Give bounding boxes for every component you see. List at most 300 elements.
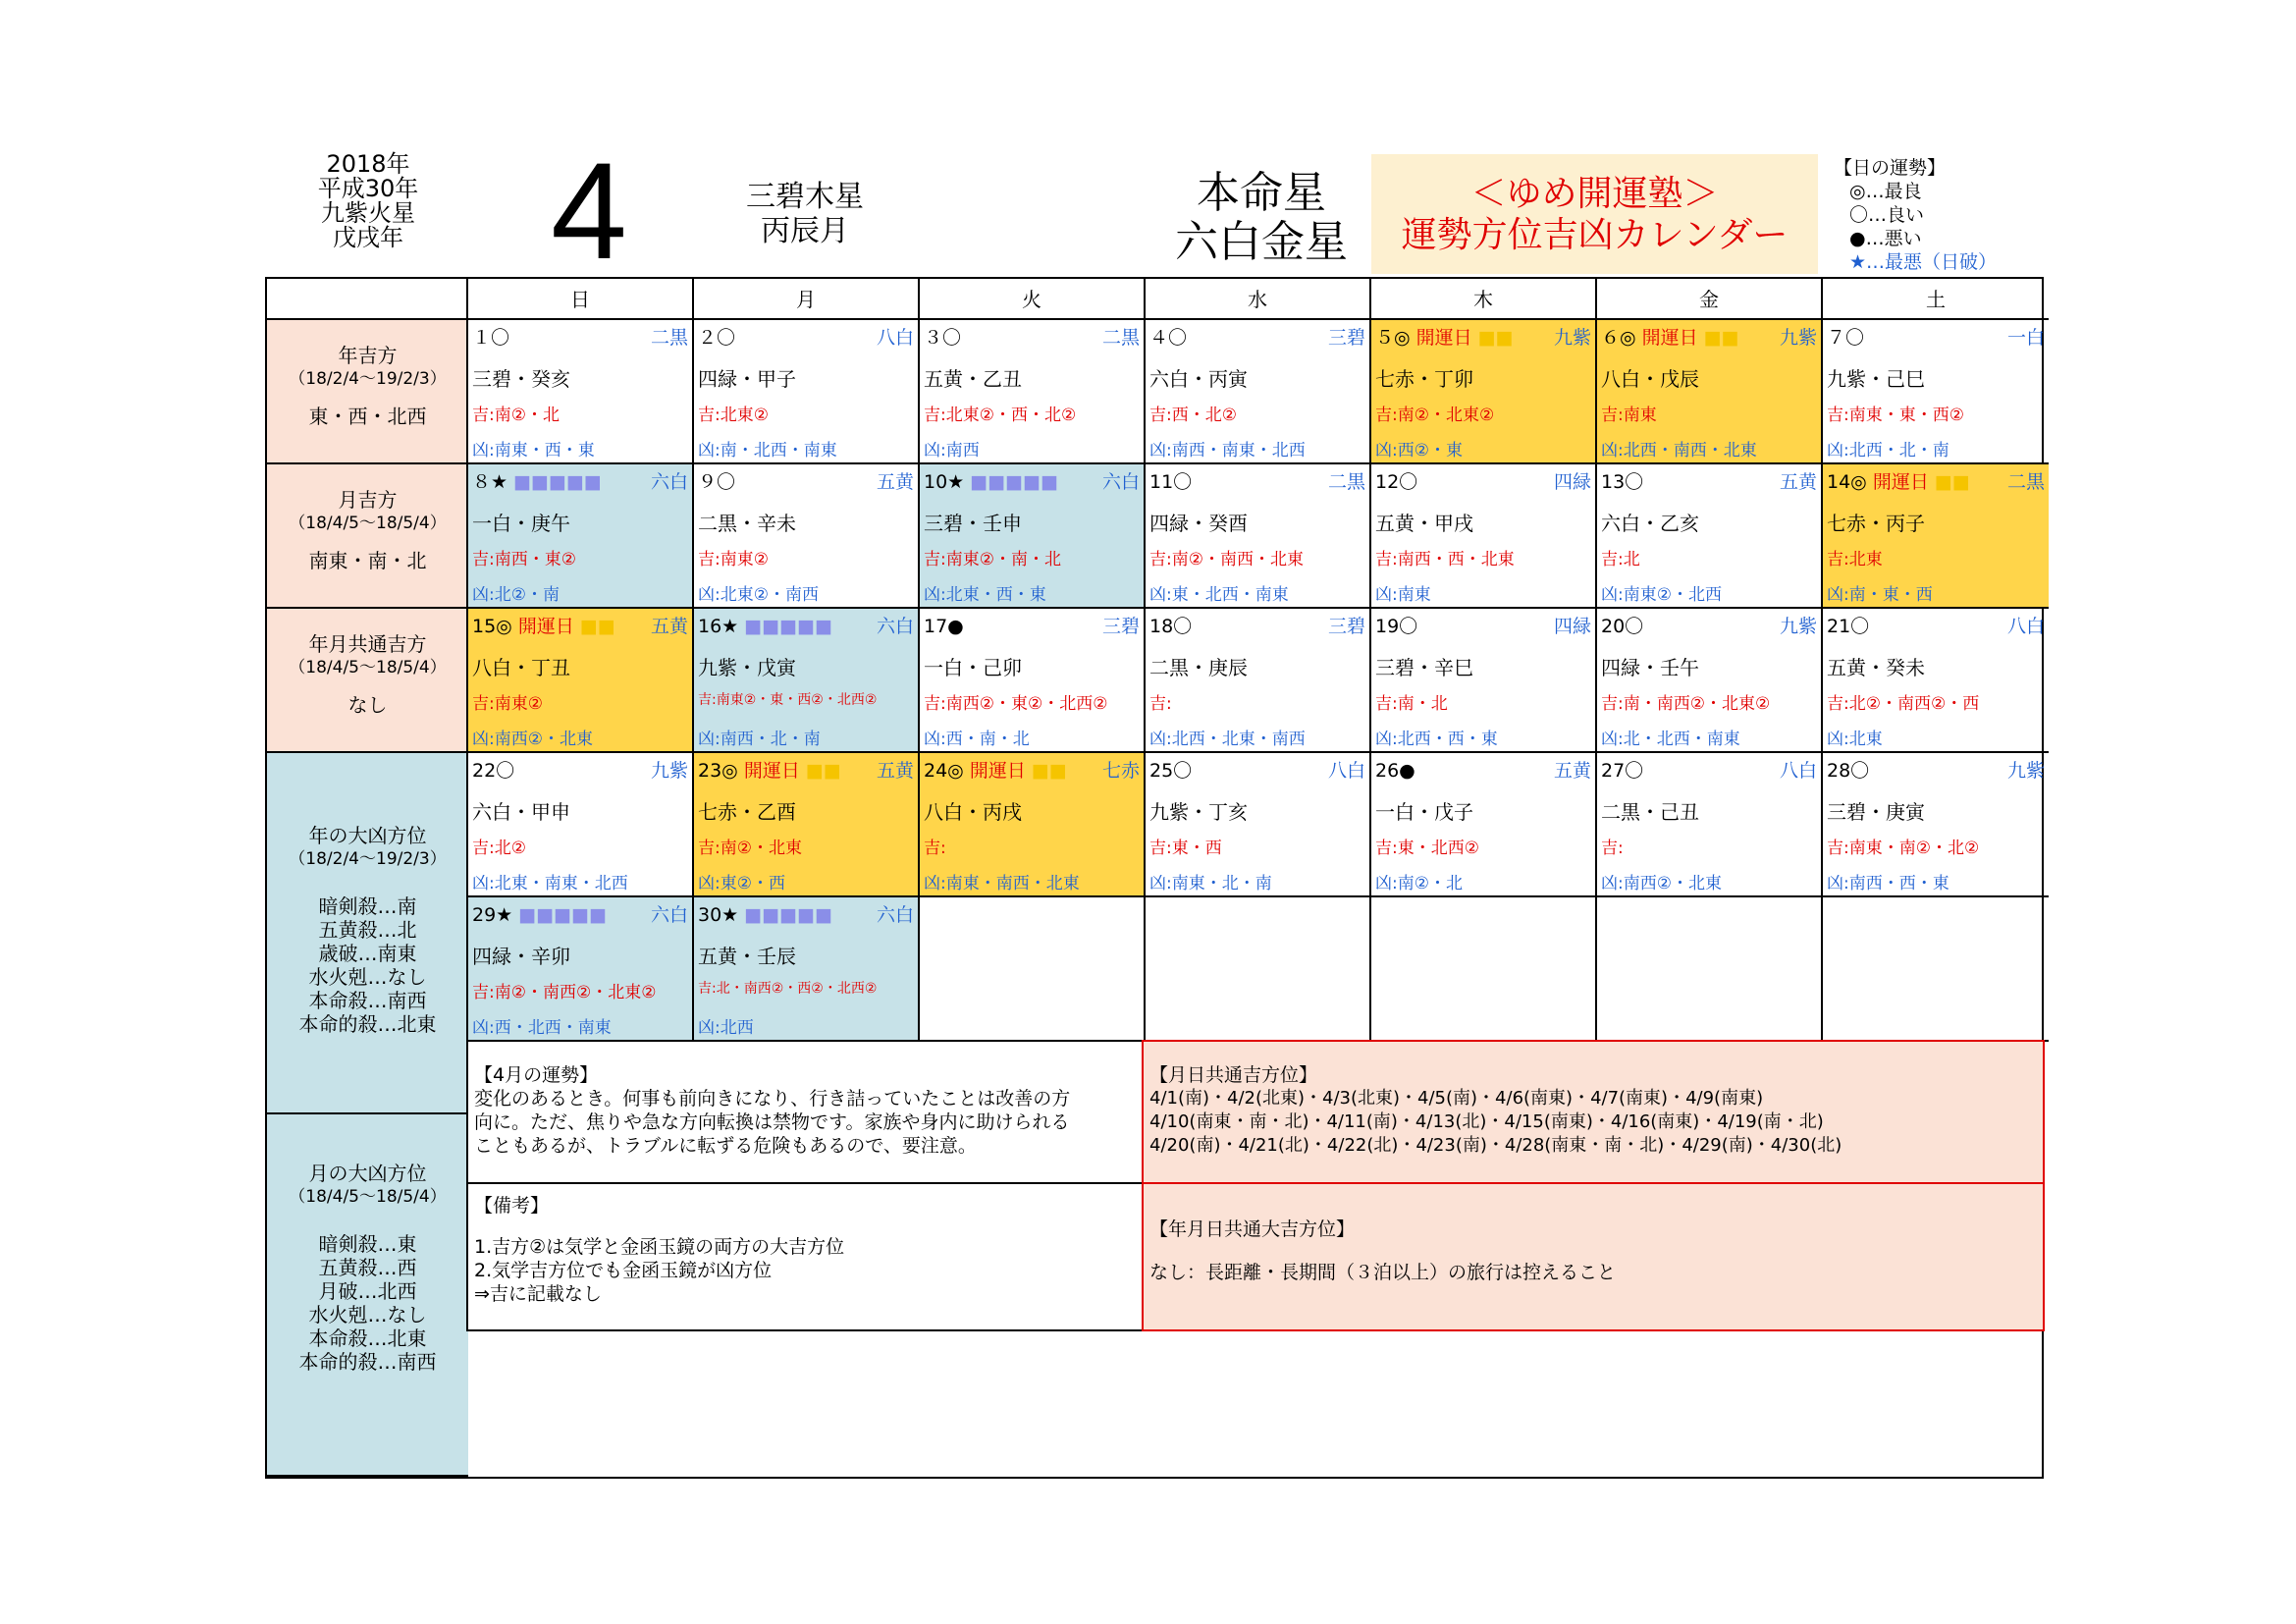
sidebar-line: 月破…北西 [318,1279,417,1303]
day-cell [918,320,1144,464]
sidebar-section [267,753,468,1114]
fortune-box [466,1040,1144,1184]
day-number [1375,615,1417,638]
day-star: 六白 [650,904,688,926]
day-number [472,470,602,494]
day-number [698,470,735,494]
sidebar-line: 本命的殺…南西 [298,1350,437,1374]
common-ymd-body: なし：長距離・長期間（３泊以上）の旅行は控えること [1149,1262,1617,1283]
day-kanshi: 七赤・乙酉 [698,800,796,824]
day-star: 二黒 [2006,471,2045,493]
day-header [1601,470,1817,494]
worst-squares: ■■■■■ [970,471,1059,493]
sidebar-title: 年吉方 [338,344,398,367]
day-header [924,759,1140,783]
day-kanshi: 一白・己卯 [924,656,1022,679]
lucky-day-label: 開運日 [517,616,574,637]
bad-directions: 凶:南②・北 [1375,874,1463,893]
day-cell [1821,753,2049,897]
good-directions: 吉:東・西 [1149,839,1222,858]
worst-squares: ■■■■■ [513,471,602,493]
notes-line: ⇒吉に記載なし [474,1283,602,1305]
empty-day-cell [918,897,1144,1042]
day-mark: 30★ [698,904,739,926]
weekday-header: 日 [466,279,692,320]
notes-line: 2.気学吉方位でも金函玉鏡が凶方位 [474,1260,773,1281]
worst-squares: ■■■■■ [518,904,608,926]
day-number [1601,615,1643,638]
day-kanshi: 八白・戊辰 [1601,367,1699,391]
day-cell [1595,753,1821,897]
day-kanshi: 三碧・辛巳 [1375,656,1473,679]
good-directions: 吉:南東・東・西② [1827,406,1964,425]
day-cell [466,897,692,1042]
honmei-line: 六白金星 [1175,217,1348,267]
sidebar-range: （18/4/5～18/5/4） [289,658,447,677]
day-kanshi: 一白・戊子 [1375,800,1473,824]
good-directions: 吉:南東②・東・西②・北西② [698,692,878,708]
good-directions: 吉:南②・北 [472,406,560,425]
day-star: 九紫 [1779,616,1817,637]
day-number [924,615,964,638]
day-kanshi: 九紫・己巳 [1827,367,1925,391]
good-directions: 吉:南西・西・北東 [1375,550,1515,569]
day-kanshi: 三碧・庚寅 [1827,800,1925,824]
sidebar-title: 年の大凶方位 [308,824,427,847]
bad-directions: 凶:南東②・北西 [1601,585,1722,605]
day-mark: 14◎ [1827,471,1867,493]
day-number [924,326,961,350]
day-number [1149,470,1192,494]
good-directions: 吉:南東②・南・北 [924,550,1061,569]
day-star: 一白 [2006,327,2045,349]
good-directions: 吉:南②・北東 [698,839,802,858]
day-mark: ６◎ [1601,327,1636,349]
bad-directions: 凶:北東・西・東 [924,585,1046,605]
day-mark: 18〇 [1149,616,1193,637]
bad-directions: 凶:北西 [698,1018,754,1038]
bad-directions: 凶:西・北西・南東 [472,1018,612,1038]
good-directions: 吉:北東 [1827,550,1883,569]
day-kanshi: 七赤・丙子 [1827,512,1925,535]
fortune-line: 変化のあるとき。何事も前向きになり、行き詰っていたことは改善の方 [474,1088,1071,1110]
good-directions: 吉:北・南西②・西②・北西② [698,981,878,997]
good-directions: 吉:北東②・西・北② [924,406,1077,425]
fortune-title: 【4月の運勢】 [474,1064,599,1086]
sidebar-lines [267,894,468,1036]
day-cell [692,320,918,464]
day-header [1375,326,1591,350]
day-header [1375,470,1591,494]
sidebar-line: 五黄殺…北 [318,918,417,942]
day-mark: 12〇 [1375,471,1418,493]
empty-day-cell [1369,897,1595,1042]
weekday-header: 火 [918,279,1144,320]
day-cell [918,753,1144,897]
good-directions: 吉:北②・南西②・西 [1827,694,1980,714]
day-star: 六白 [876,616,914,637]
worst-squares: ■■■■■ [744,904,833,926]
day-cell [1821,320,2049,464]
bad-directions: 凶:北東・南東・北西 [472,874,628,893]
legend-item-worst: ★…最悪（日破） [1849,251,1998,273]
day-cell [466,320,692,464]
honmei-line: 本命星 [1197,168,1326,218]
day-header [924,326,1140,350]
day-kanshi: 四緑・壬午 [1601,656,1699,679]
bad-directions: 凶:西②・東 [1375,441,1463,460]
lucky-day-label: 開運日 [743,760,800,782]
day-cell [466,464,692,609]
sidebar-range: （18/4/5～18/5/4） [289,1187,447,1207]
year-line: 九紫火星 [321,199,415,227]
day-cell [1821,609,2049,753]
sidebar-body: 東・西・北西 [308,405,427,428]
day-kanshi: 五黄・壬辰 [698,945,796,968]
day-number [1149,326,1187,350]
day-number [1827,470,1970,494]
day-mark: 19〇 [1375,616,1418,637]
sidebar-title: 年月共通吉方 [308,632,427,656]
good-directions: 吉:南東 [1601,406,1657,425]
day-mark: ８★ [472,471,508,493]
day-cell [692,753,918,897]
day-header [1827,470,2045,494]
day-header [1149,759,1365,783]
day-header [1149,615,1365,638]
sidebar-line: 水火剋…なし [308,965,427,989]
lucky-squares: ■■ [1477,327,1514,349]
empty-day-cell [1144,897,1369,1042]
day-header [698,326,914,350]
day-kanshi: 一白・庚午 [472,512,570,535]
sidebar-line: 水火剋…なし [308,1303,427,1326]
day-mark: 29★ [472,904,513,926]
day-mark: 24◎ [924,760,964,782]
month-number: 4 [551,134,627,288]
day-header [1375,615,1591,638]
good-directions: 吉:南東② [698,550,769,569]
bad-directions: 凶:南西・南東・北西 [1149,441,1306,460]
day-star: 二黒 [1327,471,1365,493]
day-number [698,903,832,927]
common-line: 4/1(南)・4/2(北東)・4/3(北東)・4/5(南)・4/6(南東)・4/7(南東)・4/9(南東) [1149,1088,1764,1109]
lucky-day-label: 開運日 [1872,471,1929,493]
day-number [472,903,607,927]
day-star: 二黒 [1101,327,1140,349]
common-line: 4/20(南)・4/21(北)・4/22(北)・4/23(南)・4/28(南東・南・北)・4/29(南)・4/30(北) [1149,1135,1842,1156]
day-star: 六白 [650,471,688,493]
month-star [707,180,903,248]
common-title: 【月日共通吉方位】 [1149,1064,1318,1086]
weekday-header: 土 [1821,279,2049,320]
legend-item: ◎…最良 [1849,181,1922,202]
good-directions: 吉:西・北② [1149,406,1237,425]
year-line: 2018年 [326,150,410,178]
day-kanshi: 八白・丁丑 [472,656,570,679]
empty-day-cell [1595,897,1821,1042]
bad-directions: 凶:南東・南西・北東 [924,874,1080,893]
day-star: 四緑 [1553,616,1591,637]
day-star: 四緑 [1553,471,1591,493]
day-number [1375,326,1514,350]
day-star: 三碧 [1101,616,1140,637]
day-kanshi: 六白・丙寅 [1149,367,1248,391]
day-cell [692,609,918,753]
sidebar-section [267,320,468,464]
year-info [294,152,442,250]
day-header [472,326,688,350]
bad-directions: 凶:北②・南 [472,585,560,605]
good-directions: 吉:南・北 [1375,694,1448,714]
day-cell [1369,753,1595,897]
day-header [472,759,688,783]
day-number [1375,759,1415,783]
day-mark: ２〇 [698,327,736,349]
day-cell [692,897,918,1042]
bad-directions: 凶:北東 [1827,730,1883,749]
day-mark: 28〇 [1827,760,1870,782]
lucky-day-label: 開運日 [1415,327,1472,349]
day-header [472,615,688,638]
day-number [1827,759,1869,783]
bad-directions: 凶:南西・北・南 [698,730,821,749]
good-directions: 吉:北② [472,839,526,858]
day-star: 五黄 [876,760,914,782]
day-header [1601,759,1817,783]
day-star: 八白 [2006,616,2045,637]
day-number [1149,615,1192,638]
common-ymd-title: 【年月日共通大吉方位】 [1149,1218,1356,1240]
day-star: 八白 [1327,760,1365,782]
day-header [698,903,914,927]
good-directions: 吉:南西・東② [472,550,576,569]
good-directions: 吉:南②・南西②・北東② [472,983,657,1002]
day-kanshi: 九紫・戊寅 [698,656,796,679]
lucky-squares: ■■ [1031,760,1067,782]
day-cell [466,609,692,753]
bad-directions: 凶:北西・南西・北東 [1601,441,1757,460]
day-star: 七赤 [1101,760,1140,782]
day-cell [1595,609,1821,753]
sidebar-range: （18/2/4～19/2/3） [289,369,447,389]
day-header [1601,615,1817,638]
bad-directions: 凶:西・南・北 [924,730,1030,749]
day-number [924,470,1058,494]
day-kanshi: 七赤・丁卯 [1375,367,1473,391]
day-star: 九紫 [2006,760,2045,782]
day-number [472,759,514,783]
bad-directions: 凶:南東 [1375,585,1431,605]
good-directions: 吉:北東② [698,406,769,425]
day-cell [1369,609,1595,753]
day-number [1149,759,1192,783]
lucky-day-label: 開運日 [969,760,1026,782]
good-directions: 吉:北 [1601,550,1640,569]
day-number [1601,326,1739,350]
legend-title: 【日の運勢】 [1834,157,1947,179]
legend-item: ●…悪い [1849,228,1922,249]
calendar-title [1371,154,1818,274]
day-kanshi: 九紫・丁亥 [1149,800,1248,824]
year-line: 平成30年 [317,175,419,202]
month-star-line: 三碧木星 [746,180,864,214]
day-mark: 21〇 [1827,616,1870,637]
bad-directions: 凶:北西・北・南 [1827,441,1949,460]
bad-directions: 凶:南西・西・東 [1827,874,1949,893]
month-star-line: 丙辰月 [761,214,849,248]
day-star: 九紫 [1553,327,1591,349]
day-cell [1144,464,1369,609]
day-header [924,470,1140,494]
day-cell [1821,464,2049,609]
day-star: 九紫 [650,760,688,782]
day-kanshi: 六白・乙亥 [1601,512,1699,535]
day-kanshi: 五黄・乙丑 [924,367,1022,391]
legend-item: 〇…良い [1849,204,1925,226]
day-kanshi: 八白・丙戌 [924,800,1022,824]
day-mark: 13〇 [1601,471,1644,493]
empty-day-cell [1821,897,2049,1042]
notes-title: 【備考】 [474,1195,550,1217]
day-header [1375,759,1591,783]
sidebar-line: 本命的殺…北東 [298,1012,437,1036]
lucky-squares: ■■ [1934,471,1970,493]
day-kanshi: 二黒・庚辰 [1149,656,1248,679]
day-kanshi: 四緑・辛卯 [472,945,570,968]
day-star: 五黄 [876,471,914,493]
day-mark: 10★ [924,471,965,493]
good-directions: 吉:南東・南②・北② [1827,839,1980,858]
day-cell [692,464,918,609]
sidebar-section [267,609,468,753]
sidebar-section [267,1114,468,1477]
sidebar-range: （18/4/5～18/5/4） [289,514,447,533]
day-mark: 27〇 [1601,760,1644,782]
day-star: 三碧 [1327,616,1365,637]
bad-directions: 凶:南・東・西 [1827,585,1933,605]
sidebar-lines [267,1232,468,1374]
day-mark: ３〇 [924,327,962,349]
day-kanshi: 四緑・癸酉 [1149,512,1248,535]
day-mark: ７〇 [1827,327,1865,349]
day-mark: 22〇 [472,760,515,782]
day-kanshi: 五黄・甲戌 [1375,512,1473,535]
day-header [698,470,914,494]
lucky-squares: ■■ [579,616,615,637]
sidebar-section [267,464,468,609]
year-line: 戊戌年 [333,224,403,251]
day-kanshi: 六白・甲申 [472,800,570,824]
good-directions: 吉: [1149,694,1172,714]
day-mark: 15◎ [472,616,512,637]
day-header [472,903,688,927]
day-cell [918,609,1144,753]
day-kanshi: 四緑・甲子 [698,367,796,391]
sidebar-line: 歳破…南東 [318,942,417,965]
day-cell [1144,320,1369,464]
good-directions: 吉:南西②・東②・北西② [924,694,1108,714]
sidebar-body: なし [347,693,388,717]
good-directions: 吉: [924,839,946,858]
lucky-day-label: 開運日 [1641,327,1698,349]
day-header [472,470,688,494]
day-mark: ９〇 [698,471,736,493]
day-star: 五黄 [1779,471,1817,493]
fortune-line: こともあるが、トラブルに転ずる危険もあるので、要注意。 [474,1135,977,1157]
sidebar-line: 本命殺…北東 [308,1326,427,1350]
worst-squares: ■■■■■ [744,616,833,637]
day-star: 八白 [876,327,914,349]
day-cell [918,464,1144,609]
good-directions: 吉:南②・南西・北東 [1149,550,1304,569]
day-cell [1369,320,1595,464]
lucky-squares: ■■ [805,760,841,782]
legend [1834,156,1998,274]
bad-directions: 凶:南東・西・東 [472,441,595,460]
weekday-header: 金 [1595,279,1821,320]
day-number [698,759,841,783]
day-number [1601,759,1643,783]
notes-line: 1.吉方②は気学と金函玉鏡の両方の大吉方位 [474,1236,845,1258]
day-header [1827,615,2045,638]
bad-directions: 凶:南・北西・南東 [698,441,837,460]
bad-directions: 凶:東②・西 [698,874,785,893]
day-mark: 23◎ [698,760,738,782]
day-mark: 11〇 [1149,471,1193,493]
day-number [472,615,615,638]
common-month-day-box [1142,1040,2045,1184]
good-directions: 吉: [1601,839,1624,858]
day-mark: ５◎ [1375,327,1411,349]
day-kanshi: 三碧・癸亥 [472,367,570,391]
day-header [698,615,914,638]
day-cell [1595,464,1821,609]
sidebar-range: （18/2/4～19/2/3） [289,849,447,869]
notes-box [466,1182,1144,1331]
day-number [1375,470,1417,494]
sidebar-line: 五黄殺…西 [318,1256,417,1279]
bad-directions: 凶:南西②・北東 [472,730,593,749]
weekday-header: 水 [1144,279,1369,320]
day-header [1827,759,2045,783]
day-star: 六白 [1101,471,1140,493]
day-cell [466,753,692,897]
good-directions: 吉:南・南西②・北東② [1601,694,1771,714]
weekday-header: 木 [1369,279,1595,320]
title-line: 運勢方位吉凶カレンダー [1401,215,1789,255]
bad-directions: 凶:北西・西・東 [1375,730,1498,749]
day-mark: 26● [1375,760,1415,782]
bad-directions: 凶:南西②・北東 [1601,874,1722,893]
day-star: 二黒 [650,327,688,349]
bad-directions: 凶:北・北西・南東 [1601,730,1740,749]
weekday-header: 月 [692,279,918,320]
day-header [1827,326,2045,350]
bad-directions: 凶:東・北西・南東 [1149,585,1289,605]
bad-directions: 凶:南西 [924,441,980,460]
bad-directions: 凶:南東・北・南 [1149,874,1272,893]
day-kanshi: 五黄・癸未 [1827,656,1925,679]
day-star: 八白 [1779,760,1817,782]
day-number [1601,470,1643,494]
title-line: ＜ゆめ開運塾＞ [1470,174,1719,214]
honmei-star [1148,169,1374,267]
day-number [1827,326,1864,350]
day-mark: ４〇 [1149,327,1188,349]
day-mark: １〇 [472,327,510,349]
day-mark: 17● [924,616,964,637]
